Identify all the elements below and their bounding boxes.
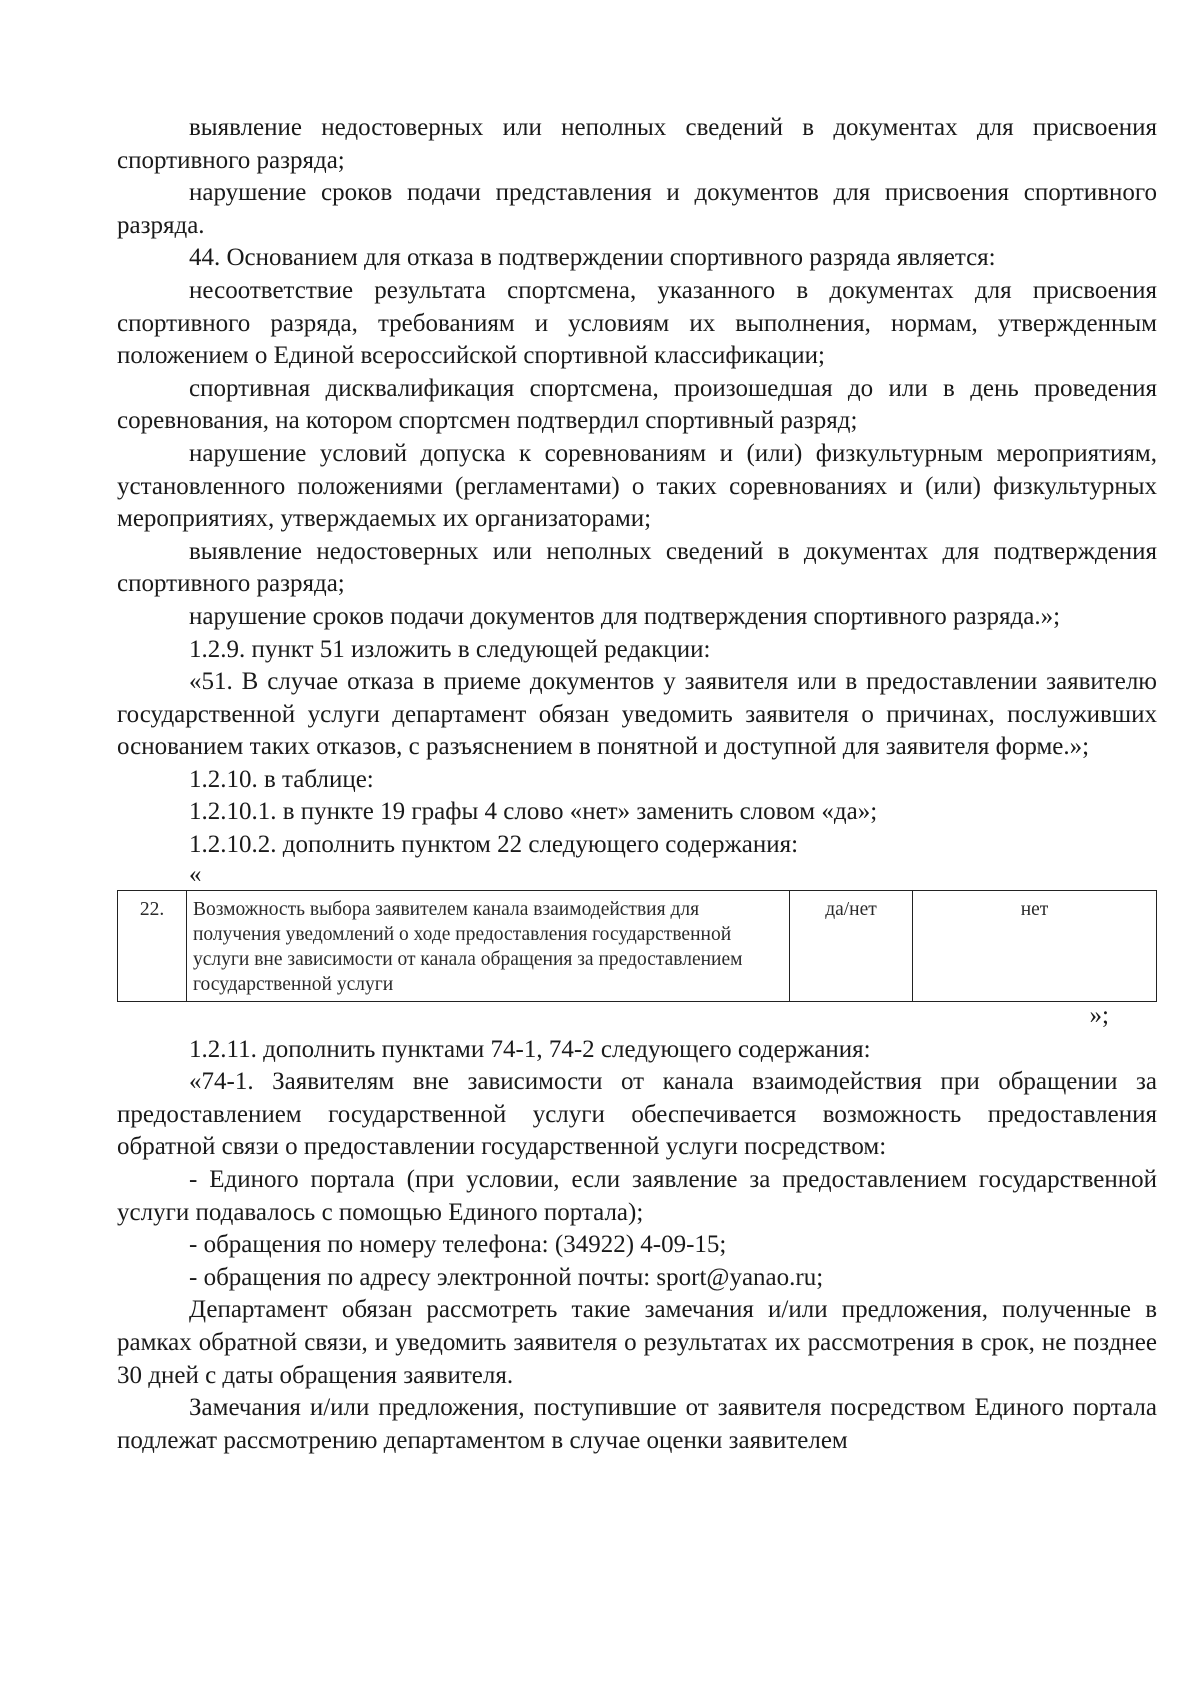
paragraph: - Единого портала (при условии, если заявление за предоставлением государственной услуги подавалось с помощью Единого портала); xyxy=(117,1166,1157,1226)
inserted-table xyxy=(117,890,1157,1002)
paragraph: «74-1. Заявителям вне зависимости от канала взаимодействия при обращении за предоставлением государственной услуги обеспечивается возможность предоставления обратной связи о предоставлении государственной услуги посредством: xyxy=(117,1068,1157,1161)
paragraph: нарушение сроков подачи документов для подтверждения спортивного разряда.»; xyxy=(189,602,1061,630)
paragraph: выявление недостоверных или неполных сведений в документах для подтверждения спортивного разряда; xyxy=(117,537,1157,598)
document-body-bottom xyxy=(117,1034,1157,1458)
paragraph: «51. В случае отказа в приеме документов у заявителя или в предоставлении заявителю государственной услуги департамент обязан уведомить заявителя о причинах, послуживших основанием таких отказов, с разъяснением в понятной и доступной для заявителя форме.»; xyxy=(117,668,1157,761)
paragraph: несоответствие результата спортсмена, указанного в документах для присвоения спортивного разряда, требованиям и условиям их выполнения, нормам, утвержденным положением о Единой всероссийской спортивной классификации; xyxy=(117,276,1157,370)
document-body-top xyxy=(117,112,1157,862)
row-value-cell: нет xyxy=(913,890,1157,1001)
paragraph: нарушение сроков подачи представления и документов для присвоения спортивного разряда. xyxy=(117,179,1157,239)
paragraph: - обращения по адресу электронной почты: sport@yanao.ru; xyxy=(189,1263,824,1291)
paragraph: 1.2.10.1. в пункте 19 графы 4 слово «нет» заменить словом «да»; xyxy=(189,798,878,826)
paragraph: нарушение условий допуска к соревнованиям и (или) физкультурным мероприятиям, установленного положениями (регламентами) о таких соревнованиях и (или) физкультурных мероприятиях, утверждаемых их организаторами; xyxy=(117,439,1157,533)
paragraph: 1.2.11. дополнить пунктами 74-1, 74-2 следующего содержания: xyxy=(189,1035,871,1063)
table-row xyxy=(118,890,1157,1001)
row-description-cell: Возможность выбора заявителем канала взаимодействия для получения уведомлений о ходе предоставления государственной услуги вне зависимости от канала обращения за предоставлением государственной услуги xyxy=(187,890,790,1001)
paragraph: Департамент обязан рассмотреть такие замечания и/или предложения, полученные в рамках обратной связи, и уведомить заявителя о результатах их рассмотрения в срок, не позднее 30 дней с даты обращения заявителя. xyxy=(117,1296,1157,1389)
row-options-cell: да/нет xyxy=(790,890,913,1001)
paragraph: 44. Основанием для отказа в подтверждении спортивного разряда является: xyxy=(189,244,996,272)
opening-quote-mark: « xyxy=(189,860,202,888)
paragraph: 1.2.9. пункт 51 изложить в следующей редакции: xyxy=(189,635,711,663)
paragraph: - обращения по номеру телефона: (34922) 4-09-15; xyxy=(189,1231,727,1259)
paragraph: 1.2.10.2. дополнить пунктом 22 следующего содержания: xyxy=(189,831,799,859)
document-page xyxy=(117,112,1157,1457)
paragraph: 1.2.10. в таблице: xyxy=(189,765,374,793)
paragraph: Замечания и/или предложения, поступившие от заявителя посредством Единого портала подлежат рассмотрению департаментом в случае оценки заявителем xyxy=(117,1394,1157,1454)
paragraph: спортивная дисквалификация спортсмена, произошедшая до или в день проведения соревнования, на котором спортсмен подтвердил спортивный разряд; xyxy=(117,374,1157,435)
row-number-cell: 22. xyxy=(118,890,187,1001)
closing-quote-mark: »; xyxy=(1089,1001,1109,1029)
paragraph: выявление недостоверных или неполных сведений в документах для присвоения спортивного разряда; xyxy=(117,114,1157,174)
